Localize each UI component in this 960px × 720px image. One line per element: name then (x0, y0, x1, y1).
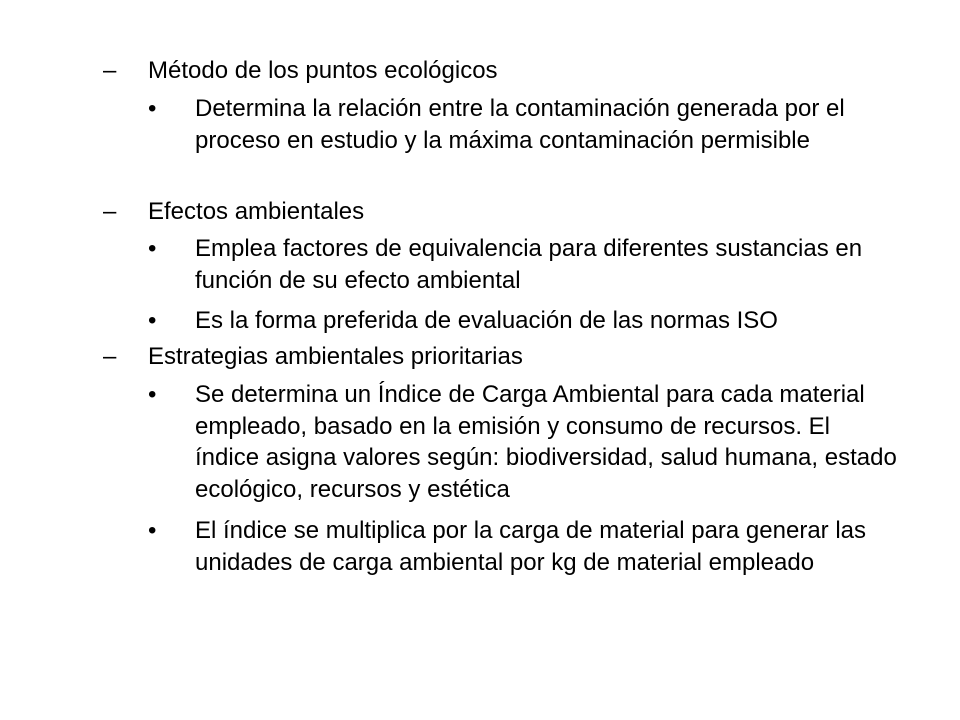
bullet-marker: • (148, 95, 157, 122)
bullet-marker: • (148, 381, 157, 408)
bullet-marker: • (148, 307, 157, 334)
outline-item-text: Método de los puntos ecológicos (148, 57, 498, 84)
dash-marker: – (103, 57, 117, 84)
outline-subitem-text: Emplea factores de equivalencia para diferentes sustancias en función de su efecto ambiental (195, 235, 863, 294)
outline-subitem-text: Es la forma preferida de evaluación de las normas ISO (195, 307, 778, 334)
outline-item-text: Efectos ambientales (148, 198, 365, 225)
bullet-marker: • (148, 517, 157, 544)
dash-marker: – (103, 198, 117, 225)
outline-item-text: Estrategias ambientales prioritarias (148, 343, 523, 370)
dash-marker: – (103, 343, 117, 370)
outline-subitem-text: El índice se multiplica por la carga de material para generar las unidades de carga ambiental por kg de material empleado (195, 517, 867, 576)
bullet-marker: • (148, 235, 157, 262)
outline-subitem-text: Determina la relación entre la contaminación generada por el proceso en estudio y la máxima contaminación permisible (195, 95, 845, 154)
outline-subitem-text: Se determina un Índice de Carga Ambiental para cada material empleado, basado en la emisión y consumo de recursos. El índice asigna valores según: biodiversidad, salud humana, estado ecológico, recursos y estética (195, 381, 897, 503)
